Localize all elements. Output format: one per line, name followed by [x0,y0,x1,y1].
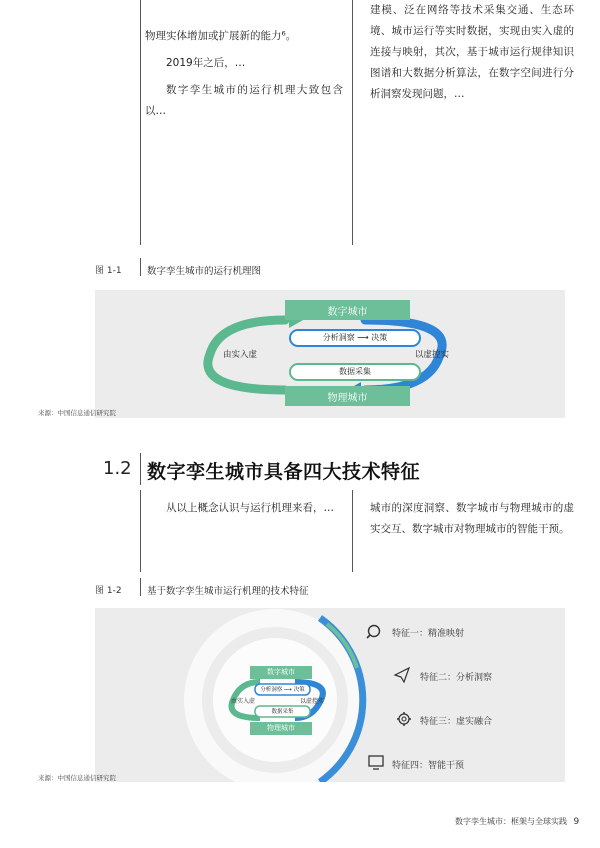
column-divider-left-mid [140,490,141,572]
gear-icon [397,712,411,726]
figure-2-title: 基于数字孪生城市运行机理的技术特征 [147,586,309,597]
real-to-virtual-label: 由实入虚 [223,350,258,360]
right-column-top [370,0,574,105]
footer-text [455,816,579,827]
paper-plane-icon [395,668,409,682]
digital-city-label-2: 数字城市 [267,668,295,676]
monitor-icon [369,756,383,769]
figure-1-label: 图 1-1 [95,266,122,276]
real-to-virtual-label-2: 由实入虚 [231,698,256,705]
figure-1-title: 数字孪生城市的运行机理图 [147,266,262,277]
paragraph-6: 城市的深度洞察、数字城市与物理城市的虚实交互、数字城市对物理城市的智能干预。 [370,502,574,535]
figure-2-diagram [95,608,565,782]
section-title: 数字孪生城市具备四大技术特征 [147,461,421,483]
figure-1-panel [95,290,565,418]
figure-1-source: 来源：中国信息通信研究院 [38,409,116,417]
feature-4-label: 特征四：智能干预 [392,761,465,771]
column-divider-mid-mid [352,490,353,572]
page-number: 9 [573,817,580,827]
column-divider-mid-top [352,0,353,245]
digital-city-label: 数字城市 [327,307,368,318]
column-divider-left-top [140,0,141,245]
physical-city-label: 物理城市 [327,393,368,404]
paragraph-3: 数字孪生城市的运行机理大致包含以… [145,84,343,117]
paragraph-2: 2019年之后，… [166,57,246,69]
feature-1-label: 特征一：精准映射 [392,629,465,639]
figure-2-divider [140,578,141,596]
feature-3-label: 特征三：虚实融合 [420,717,493,727]
data-collection-label-2: 数据采集 [271,709,294,715]
physical-city-label-2: 物理城市 [267,724,295,732]
analysis-decision-label: 分析洞察 ⟶ 决策 [322,333,388,342]
footer-title: 数字孪生城市：框架与全球实践 [455,817,567,826]
virtual-to-real-label: 以虚控实 [415,350,450,360]
section-divider [140,453,141,485]
paragraph-5: 从以上概念认识与运行机理来看，… [166,502,334,514]
magnifier-icon [367,626,380,639]
figure-2-label: 图 1-2 [95,586,122,596]
data-collection-label: 数据采集 [339,367,371,376]
section-number: 1.2 [103,458,132,479]
feature-2-label: 特征二：分析洞察 [420,673,493,683]
figure-2-panel [95,608,565,782]
virtual-to-real-label-2: 以虚控实 [300,698,325,705]
paragraph-4: 建模、泛在网络等技术采集交通、生态环境、城市运行等实时数据，实现由实入虚的连接与映射，其次，基于城市运行规律知识图谱和大数据分析算法，在数字空间进行分析洞察发现问题，… [370,4,574,100]
analysis-decision-label-2: 分析洞察 ⟶ 决策 [260,687,305,693]
left-column-top [145,26,343,122]
right-column-mid [370,498,574,540]
paragraph-1: 物理实体增加或扩展新的能力⁶。 [145,30,297,42]
figure-1-divider [140,258,141,276]
figure-2-source: 来源：中国信息通信研究院 [38,774,116,782]
left-column-mid [145,498,343,519]
